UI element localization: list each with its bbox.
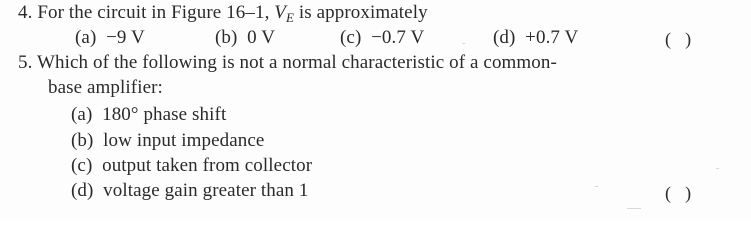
question-5-number: 5. xyxy=(18,52,33,73)
question-4-stem xyxy=(18,2,428,29)
question-5-text-line-2: base amplifier: xyxy=(48,77,163,98)
question-5-answer-blank: ( ) xyxy=(665,183,692,203)
question-4-text-after: is approximately xyxy=(294,2,428,23)
scan-speck xyxy=(462,43,465,44)
question-5-stem-line-2 xyxy=(48,77,163,99)
scan-speck xyxy=(716,168,719,169)
scan-speck xyxy=(595,186,598,187)
question-5-option-b: (b) low input impedance xyxy=(71,130,265,151)
question-5-stem-line-1 xyxy=(18,52,557,74)
scan-speck xyxy=(627,208,641,209)
question-4-options xyxy=(0,27,751,49)
question-5-option-d: (d) voltage gain greater than 1 xyxy=(71,180,309,201)
question-4-option-d: (d) +0.7 V xyxy=(493,27,579,48)
question-5-option-c: (c) output taken from collector xyxy=(71,155,313,176)
question-4-option-c: (c) −0.7 V xyxy=(340,27,425,48)
question-4-text-before: For the circuit in Figure 16–1, xyxy=(37,2,275,23)
question-4-variable: $V_E$ xyxy=(274,2,295,25)
question-4-option-a: (a) −9 V xyxy=(75,27,145,48)
question-5-text-line-1: Which of the following is not a normal characteristic of a common- xyxy=(36,52,557,73)
question-4-number: 4. xyxy=(18,2,33,23)
question-5-option-a: (a) 180° phase shift xyxy=(71,104,227,125)
question-4-option-b: (b) 0 V xyxy=(215,27,276,48)
question-4-answer-blank: ( ) xyxy=(665,29,692,49)
question-5-answer-row xyxy=(0,181,751,203)
